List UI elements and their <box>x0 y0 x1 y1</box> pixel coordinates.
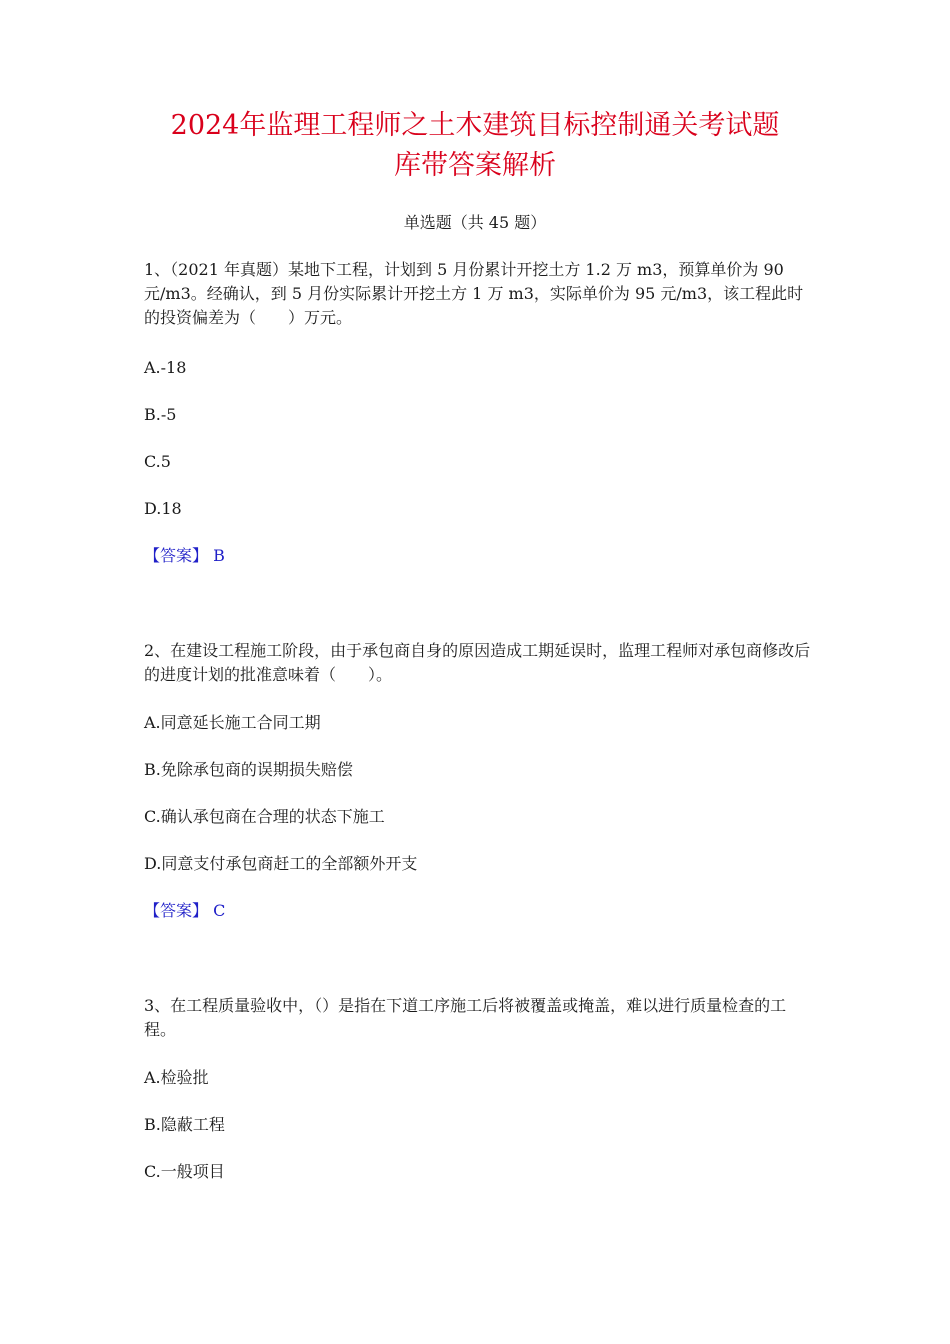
question-3-text: 3、在工程质量验收中，（）是指在下道工序施工后将被覆盖或掩盖，难以进行质量检查的工程。 <box>144 996 787 1039</box>
answer-value: B <box>213 546 225 565</box>
title-line-2: 库带答案解析 <box>394 150 556 181</box>
question-3-option-b: B.隐蔽工程 <box>144 1115 225 1134</box>
answer-value: C <box>213 901 226 920</box>
question-1-option-c: C.5 <box>144 452 171 471</box>
question-2-option-c: C.确认承包商在合理的状态下施工 <box>144 807 385 826</box>
question-2-option-d: D.同意支付承包商赶工的全部额外开支 <box>144 854 418 873</box>
question-1-option-d: D.18 <box>144 499 182 518</box>
question-1-text: 1、（2021 年真题）某地下工程，计划到 5 月份累计开挖土方 1.2 万 m3，预算单价为 90 元/m3。经确认，到 5 月份实际累计开挖土方 1 万 m3，实际单价为 95 元/m3，该工程此时的投资偏差为（ ）万元。 <box>144 260 804 327</box>
document-title <box>100 106 850 186</box>
question-1-answer <box>144 544 225 568</box>
answer-label: 【答案】 <box>144 901 209 920</box>
question-3-option-c: C.一般项目 <box>144 1162 225 1181</box>
answer-label: 【答案】 <box>144 546 209 565</box>
title-line-1: 2024年监理工程师之土木建筑目标控制通关考试题 <box>170 110 780 141</box>
question-2-text: 2、在建设工程施工阶段，由于承包商自身的原因造成工期延误时，监理工程师对承包商修改后的进度计划的批准意味着（ ）。 <box>144 641 811 684</box>
question-2-option-a: A.同意延长施工合同工期 <box>144 713 321 732</box>
question-3-option-a: A.检验批 <box>144 1068 209 1087</box>
question-2-option-b: B.免除承包商的误期损失赔偿 <box>144 760 353 779</box>
section-heading: 单选题（共 45 题） <box>403 213 547 232</box>
question-2-answer <box>144 899 225 923</box>
question-1-option-a: A.-18 <box>144 358 187 377</box>
question-1-option-b: B.-5 <box>144 405 177 424</box>
